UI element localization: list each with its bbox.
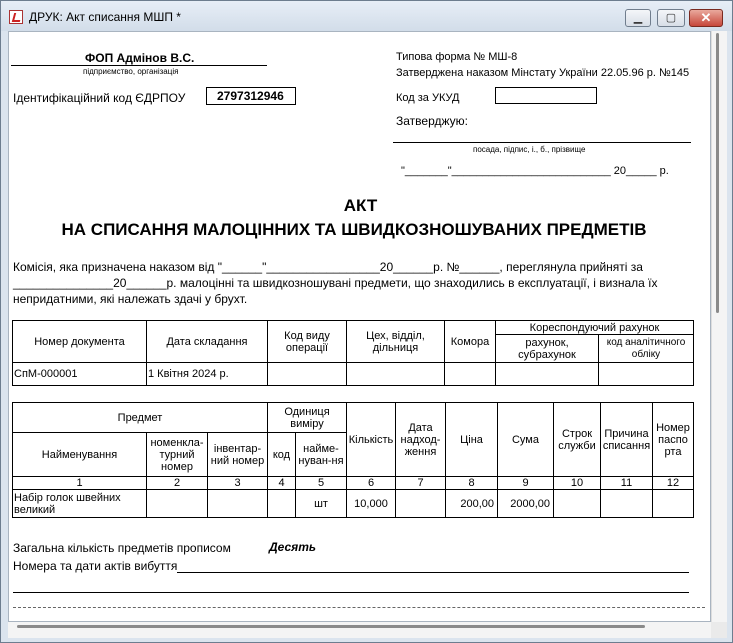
vertical-scrollbar[interactable]	[711, 31, 727, 622]
signature-line	[393, 142, 691, 143]
edrpou-label: Ідентифікаційний код ЄДРПОУ	[13, 91, 186, 105]
col-number: 6	[347, 477, 396, 490]
th-analytic: код аналітичного обліку	[599, 335, 694, 363]
th-name: Найменування	[13, 433, 147, 477]
th-account: рахунок, субрахунок	[496, 335, 599, 363]
th-reason: Причина списання	[601, 403, 653, 477]
cell-price: 200,00	[446, 490, 498, 518]
approve-label: Затверджую:	[396, 114, 468, 128]
th-corr-account: Кореспондуючий рахунок	[496, 321, 694, 335]
horizontal-scrollbar[interactable]	[8, 622, 711, 638]
cell-doc-number: СпМ-000001	[13, 363, 147, 386]
th-passport: Номер паспо рта	[653, 403, 694, 477]
col-number: 10	[554, 477, 601, 490]
cell-storage	[445, 363, 496, 386]
horizontal-scroll-thumb[interactable]	[17, 625, 645, 628]
cell-unit-code	[268, 490, 296, 518]
commission-line-1: Комісія, яка призначена наказом від "______"_________________20______р. №______, переглянула прийняті за	[13, 260, 643, 274]
col-number: 12	[653, 477, 694, 490]
cell-date-in	[396, 490, 446, 518]
form-approved: Затверджена наказом Мінстату України 22.05.96 р. №145	[396, 67, 690, 79]
org-name: ФОП Адмінов В.С.	[85, 51, 195, 65]
col-number: 9	[498, 477, 554, 490]
cell-passport	[653, 490, 694, 518]
cell-account	[496, 363, 599, 386]
title-bar[interactable]	[1, 1, 732, 31]
doc-title: АКТ	[343, 196, 378, 215]
th-storage: Комора	[445, 321, 496, 363]
acts-line-2	[13, 592, 689, 593]
total-label: Загальна кількість предметів прописом	[13, 541, 231, 555]
th-item: Предмет	[13, 403, 268, 433]
maximize-icon: ▢	[665, 12, 677, 24]
close-button[interactable]	[689, 9, 723, 27]
cell-unit-name: шт	[296, 490, 347, 518]
th-unit-code: код	[268, 433, 296, 477]
cell-dept	[347, 363, 445, 386]
document-view[interactable]	[8, 31, 711, 622]
commission-line-2: _______________20______р. малоцінні та швидкозношувані предмети, що знаходились в експлуатації, і визнала їх	[13, 276, 658, 290]
col-number: 5	[296, 477, 347, 490]
th-price: Ціна	[446, 403, 498, 477]
items-table	[12, 402, 694, 518]
cell-op-code	[268, 363, 347, 386]
maximize-button[interactable]	[657, 9, 685, 27]
ukud-box	[495, 87, 597, 104]
cell-date: 1 Квітня 2024 р.	[147, 363, 268, 386]
cell-qty: 10,000	[347, 490, 396, 518]
col-number: 8	[446, 477, 498, 490]
org-underline	[11, 65, 267, 66]
scroll-corner	[711, 622, 727, 638]
cell-inv	[208, 490, 268, 518]
org-caption: підприємство, організація	[83, 67, 179, 76]
minimize-icon: ▁	[633, 12, 643, 24]
edrpou-code: 2797312946	[217, 89, 284, 103]
ukud-label: Код за УКУД	[396, 92, 460, 104]
col-number: 11	[601, 477, 653, 490]
cell-term	[554, 490, 601, 518]
cell-item-name: Набір голок швейних великий	[13, 490, 147, 518]
th-qty: Кількість	[347, 403, 396, 477]
cell-sum: 2000,00	[498, 490, 554, 518]
col-number: 4	[268, 477, 296, 490]
page-break	[13, 607, 705, 608]
th-term: Строк служби	[554, 403, 601, 477]
app-icon	[9, 10, 23, 24]
col-number: 3	[208, 477, 268, 490]
col-number: 7	[396, 477, 446, 490]
th-doc-number: Номер документа	[13, 321, 147, 363]
signature-caption: посада, підпис, і., б., прізвище	[473, 145, 586, 154]
window-title: ДРУК: Акт списання МШП *	[29, 10, 181, 24]
th-date: Дата складання	[147, 321, 268, 363]
cell-nomen	[147, 490, 208, 518]
acts-label: Номера та дати актів вибуття	[13, 559, 178, 573]
total-words: Десять	[269, 540, 317, 554]
th-inv: інвентар-ний номер	[208, 433, 268, 477]
commission-line-3: непридатними, які належать здачі у брухт.	[13, 292, 248, 306]
col-number: 2	[147, 477, 208, 490]
document-info-table	[12, 320, 694, 386]
doc-subtitle: НА СПИСАННЯ МАЛОЦІННИХ ТА ШВИДКОЗНОШУВАНИХ ПРЕДМЕТІВ	[61, 220, 647, 239]
th-op-code: Код виду операції	[268, 321, 347, 363]
col-number: 1	[13, 477, 147, 490]
approve-date-line: "_______"__________________________ 20_____ р.	[401, 165, 669, 177]
th-unit-name: найме-нуван-ня	[296, 433, 347, 477]
form-name: Типова форма № МШ-8	[396, 51, 518, 63]
th-date-in: Дата надход-ження	[396, 403, 446, 477]
th-unit: Одиниця виміру	[268, 403, 347, 433]
th-dept: Цех, відділ, дільниця	[347, 321, 445, 363]
minimize-button[interactable]	[625, 9, 651, 27]
th-nomen: номенкла-турний номер	[147, 433, 208, 477]
th-sum: Сума	[498, 403, 554, 477]
edrpou-box	[206, 87, 296, 105]
vertical-scroll-thumb[interactable]	[716, 33, 719, 313]
cell-analytic	[599, 363, 694, 386]
cell-reason	[601, 490, 653, 518]
acts-line	[177, 572, 689, 573]
close-icon: ✕	[700, 10, 712, 25]
